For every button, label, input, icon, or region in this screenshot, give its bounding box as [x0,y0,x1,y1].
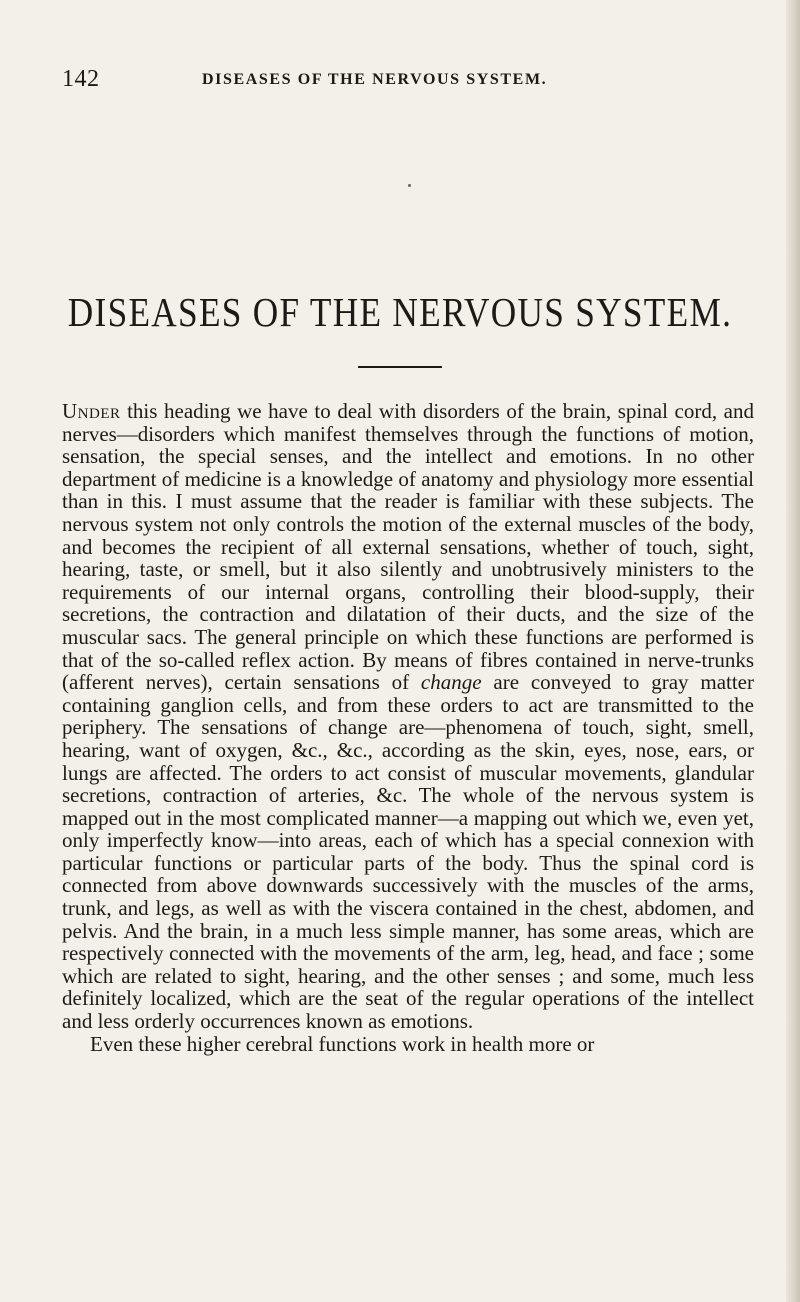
running-title: DISEASES OF THE NERVOUS SYSTEM. [202,71,548,88]
paragraph-1-emphasis: change [420,670,482,695]
running-header [62,66,752,96]
paragraph-1-text: this heading we have to deal with disorders of the brain, spinal cord, and nerves—disorders which manifest themselves through the functions of motion, sensation, the special senses, and the intellect and emotions. In no other department of medicine is a knowledge of anatomy and physiology more essential than in this. I must assume that the reader is familiar with these subjects. The nervous system not only controls the motion of the external muscles of the body, and becomes the recipient of all external sensations, whether of touch, sight, hearing, taste, or smell, but it also silently and unobtrusively ministers to the requirements of our internal organs, controlling their blood-supply, their secretions, the contraction and dilatation of their ducts, and the size of the muscular sacs. The general principle on which these functions are performed is that of the so-called reflex action. By means of fibres contained in nerve-trunks (afferent nerves), certain sensations of [62,399,754,695]
paragraph-1-rest: are conveyed to gray matter containing ganglion cells, and from these orders to act are transmitted to the periphery. The sensations of change are—phenomena of touch, sight, smell, hearing, want of oxygen, &c., &c., according as the skin, eyes, nose, ears, or lungs are affected. The orders to act consist of muscular movements, glandular secretions, contraction of arteries, &c. The whole of the nervous system is mapped out in the most complicated manner—a mapping out which we, even yet, only imperfectly know—into areas, each of which has a special connexion with particular functions or particular parts of the body. Thus the spinal cord is connected from above downwards successively with the muscles of the arms, trunk, and legs, as well as with the viscera contained in the chest, abdomen, and pelvis. And the brain, in a much less simple manner, has some areas, which are respectively connected with the movements of the arm, leg, head, and face ; some which are related to sight, hearing, and the other senses ; and some, much less definitely localized, which are the seat of the regular operations of the intellect and less orderly occurrences known as emotions. [62,670,754,1034]
lead-word: Under [62,399,121,423]
page-edge-shadow [786,0,800,1302]
chapter-title: DISEASES OF THE NERVOUS SYSTEM. [67,289,733,335]
paragraph-1 [62,400,754,1033]
paragraph-2: Even these higher cerebral functions work in health more or [90,1031,595,1056]
title-rule [358,366,442,368]
body-text [62,400,754,1055]
page-number: 142 [62,66,100,92]
ink-speck [408,184,411,187]
